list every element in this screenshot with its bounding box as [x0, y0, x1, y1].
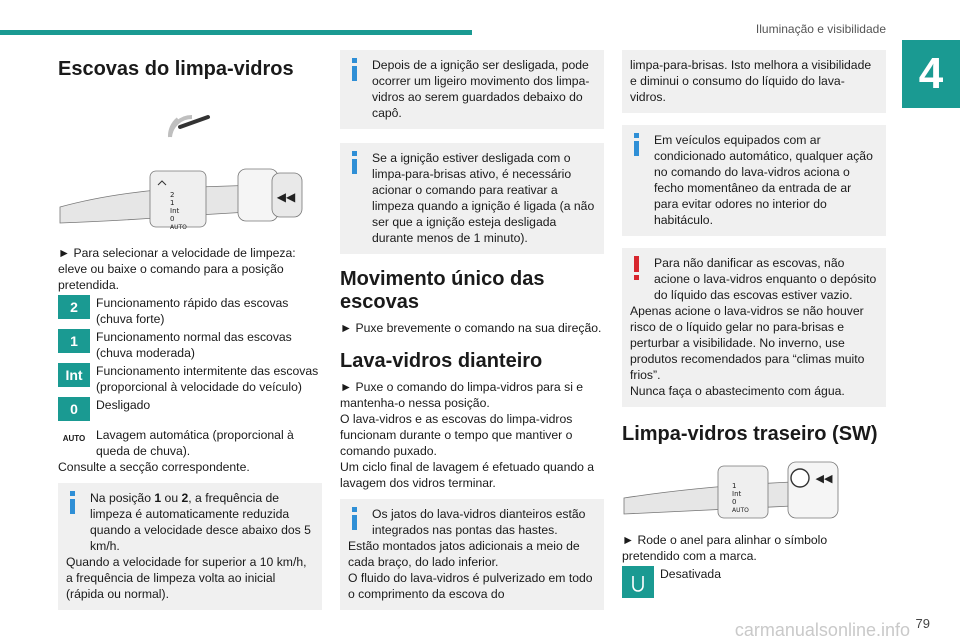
- info-note-reactivate: [340, 143, 604, 254]
- wiper-stalk-illustration: [58, 151, 322, 237]
- info-note-air-conditioning-text: Em veículos equipados com ar condicionado automático, qualquer ação no comando do lava-vidros aciona o fecho momentâneo da entrada de ar para evitar odores no interior do habitáculo.: [654, 133, 873, 227]
- position-row-2: [58, 295, 322, 327]
- warning-note-text-1: Para não danificar as escovas, não acione o lava-vidros enquanto o depósito do líquido das escovas estiver vazio.: [654, 256, 877, 302]
- info-icon: [352, 507, 358, 529]
- warning-note-washer: [622, 248, 886, 407]
- position-text-2: Funcionamento rápido das escovas (chuva forte): [96, 296, 289, 326]
- info-icon: [352, 58, 358, 80]
- info-note-ignition-off-text: Depois de a ignição ser desligada, pode ocorrer um ligeiro movimento dos limpa-vidros ao serem guardados debaixo do capô.: [372, 58, 590, 120]
- info-note-jets: [340, 499, 604, 610]
- info-note-jets-text-3: O fluido do lava-vidros é pulverizado em todo o comprimento da escova do: [348, 571, 593, 601]
- header-accent-bar: [0, 30, 472, 35]
- position-symbol-0: 0: [58, 397, 90, 421]
- rear-wiper-text: ► Rode o anel para alinhar o símbolo pretendido com a marca.: [622, 533, 828, 563]
- info-icon: [70, 491, 76, 513]
- see-section-text: Consulte a secção correspondente.: [58, 460, 250, 474]
- info-note-jets-text-2: Estão montados jatos adicionais a meio de cada braço, do lado inferior.: [348, 539, 580, 569]
- rear-stalk-label: 0: [732, 498, 737, 506]
- warning-note-text-3: Nunca faça o abastecimento com água.: [630, 384, 845, 398]
- stalk-label: 0: [170, 215, 175, 223]
- rear-wiper-stalk-illustration: [622, 458, 886, 524]
- rear-off-text: Desativada: [660, 567, 721, 581]
- info-note-air-conditioning: [622, 125, 886, 236]
- position-symbol-1: 1: [58, 329, 90, 353]
- info-note-speed: [58, 483, 322, 610]
- info-note-speed-text: Na posição 1 ou 2, a frequência de limpeza é automaticamente reduzida quando a velocidade desce abaixo dos 5 km/h.: [90, 491, 311, 553]
- rear-stalk-label: 1: [732, 482, 737, 490]
- svg-text:◀◀: ◀◀: [276, 190, 296, 204]
- rear-stalk-label: AUTO: [732, 507, 749, 514]
- rear-stalk-label: Int: [732, 490, 742, 498]
- column-2: [340, 50, 604, 610]
- section-title-rear-wiper: Limpa-vidros traseiro (SW): [622, 423, 878, 445]
- svg-text:◀◀: ◀◀: [815, 472, 833, 485]
- position-symbol-auto: AUTO: [58, 427, 90, 451]
- wiper-icon: [58, 93, 322, 143]
- warning-note-text-2: Apenas acione o lava-vidros se não houver risco de o líquido gelar no para-brisas e perturbar a visibilidade. No inverno, use produtos recomendados para “climas muito frios”.: [630, 304, 865, 382]
- position-row-auto: [58, 427, 322, 459]
- chapter-badge: 4: [902, 40, 960, 108]
- info-note-ignition-off: [340, 50, 604, 129]
- info-icon: [634, 133, 640, 155]
- stalk-label: AUTO: [170, 224, 187, 231]
- position-row-int: [58, 363, 322, 395]
- watermark: carmanualsonline.info: [734, 620, 910, 640]
- front-washer-text-1: ► Puxe o comando do limpa-vidros para si e mantenha-o nessa posição.: [340, 380, 584, 410]
- position-symbol-int: Int: [58, 363, 90, 387]
- position-text-auto: Lavagem automática (proporcional à queda de chuva).: [96, 428, 294, 458]
- rear-off-symbol: [622, 566, 654, 598]
- front-washer-text-3: Um ciclo final de lavagem é efetuado quando a lavagem dos vidros terminar.: [340, 460, 595, 490]
- position-text-int: Funcionamento intermitente das escovas (proporcional à velocidade do veículo): [96, 364, 319, 394]
- single-wipe-text: ► Puxe brevemente o comando na sua direção.: [340, 321, 602, 335]
- speed-select-instruction: ► Para selecionar a velocidade de limpeza: eleve ou baixe o comando para a posição pretendida.: [58, 246, 296, 292]
- stalk-label: 2: [170, 191, 175, 199]
- info-note-jets-continued: [622, 50, 886, 113]
- column-1: [58, 50, 322, 610]
- info-icon: [352, 151, 358, 173]
- stalk-label: 1: [170, 199, 175, 207]
- section-title-front-washer: Lava-vidros dianteiro: [340, 350, 543, 372]
- column-3: [622, 50, 886, 598]
- position-symbol-2: 2: [58, 295, 90, 319]
- position-row-1: [58, 329, 322, 361]
- section-title-wipers: Escovas do limpa-vidros: [58, 58, 294, 80]
- page-number: 79: [915, 616, 930, 631]
- position-row-0: [58, 397, 322, 421]
- front-washer-text-2: O lava-vidros e as escovas do limpa-vidros funcionam durante o tempo que mantiver o comando puxado.: [340, 412, 573, 458]
- position-text-1: Funcionamento normal das escovas (chuva moderada): [96, 330, 292, 360]
- rear-position-row-off: [622, 566, 886, 598]
- info-note-jets-continued-text: limpa-para-brisas. Isto melhora a visibilidade e diminui o consumo do líquido do lava-vidros.: [630, 58, 872, 104]
- header-title: Iluminação e visibilidade: [755, 22, 886, 36]
- info-note-jets-text: Os jatos do lava-vidros dianteiros estão integrados nas pontas das hastes.: [372, 507, 586, 537]
- info-note-speed-text-2: Quando a velocidade for superior a 10 km/h, a frequência de limpeza volta ao inicial (rápida ou normal).: [66, 555, 307, 601]
- stalk-label: Int: [170, 207, 180, 215]
- section-title-single-wipe: Movimento único das escovas: [340, 268, 545, 313]
- position-text-0: Desligado: [96, 398, 151, 412]
- info-note-reactivate-text: Se a ignição estiver desligada com o limpa-para-brisas ativo, é necessário acionar o comando para reativar a limpeza quando a ignição é ligada (a não ser que a ignição esteja desligada durante menos de 1 minuto).: [372, 151, 595, 245]
- warning-icon: [634, 256, 640, 278]
- wiper-off-icon: [630, 572, 646, 592]
